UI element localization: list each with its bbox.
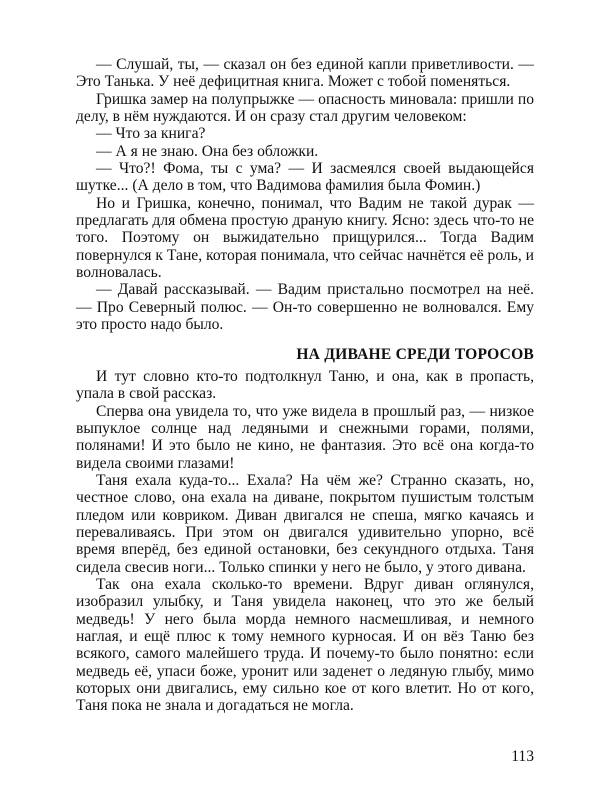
paragraph: — Что?! Фома, ты с ума? — И засмеялся своей выдающейся шутке... (А дело в том, что Вадимова фамилия была Фомин.) (76, 160, 534, 195)
page-number: 113 (511, 748, 534, 765)
paragraph: — А я не знаю. Она без обложки. (96, 142, 319, 160)
paragraph: Так она ехала сколько-то времени. Вдруг диван оглянулся, изобразил улыбку, и Таня увидела наконец, что это же белый медведь! У него была морда немного насмешливая, и немного наглая, и ещё плюс к тому немного курносая. И он вёз Таню без всякого, самого малейшего труда. И почему-то было понятно: если медведь её, упаси боже, уронит или заденет о ледяную глыбу, мимо которых они двигались, ему сильно кое от кого влетит. Но от кого, Таня пока не знала и догадаться не могла. (76, 575, 534, 715)
paragraph: — Слушай, ты, — сказал он без единой капли приветливости. — Это Танька. У неё дефицитная книга. Может с тобой поменяться. (76, 56, 534, 91)
paragraph: Но и Гришка, конечно, понимал, что Вадим не такой дурак — предлагать для обмена простую драную книгу. Ясно: здесь что-то не того. Поэтому он выжидательно прищурился... Тогда Вадим повернулся к Тане, которая понимала, что сейчас начнётся её роль, и волновалась. (76, 194, 534, 282)
book-page (76, 56, 534, 715)
paragraph: — Давай рассказывай. — Вадим пристально посмотрел на неё. — Про Северный полюс. — Он-то совершенно не волновался. Ему это просто надо было. (76, 281, 534, 334)
paragraph: Таня ехала куда-то... Ехала? На чём же? Странно сказать, но, честное слово, она ехала на диване, покрытом пушистым толстым пледом или ковриком. Диван двигался не спеша, мягко качаясь и переваливаясь. При этом он двигался удивительно упорно, всё время вперёд, без единой остановки, без секундного отдыха. Таня сидела свесив ноги... Только спинки у него не было, у этого дивана. (76, 471, 534, 576)
paragraph: Гришка замер на полупрыжке — опасность миновала: пришли по делу, в нём нуждаются. И он сразу стал другим человеком: (76, 90, 534, 126)
paragraph: И тут словно кто-то подтолкнул Таню, и она, как в пропасть, упала в свой рассказ. (76, 367, 534, 403)
paragraph: — Что за книга? (96, 125, 206, 143)
paragraph: Сперва она увидела то, что уже видела в прошлый раз, — низкое выпуклое солнце над ледяными и снежными горами, полями, полянами! И это было не кино, не фантазия. Это всё она когда-то видела своими глазами! (76, 402, 534, 472)
chapter-heading: НА ДИВАНЕ СРЕДИ ТОРОСОВ (296, 345, 534, 363)
